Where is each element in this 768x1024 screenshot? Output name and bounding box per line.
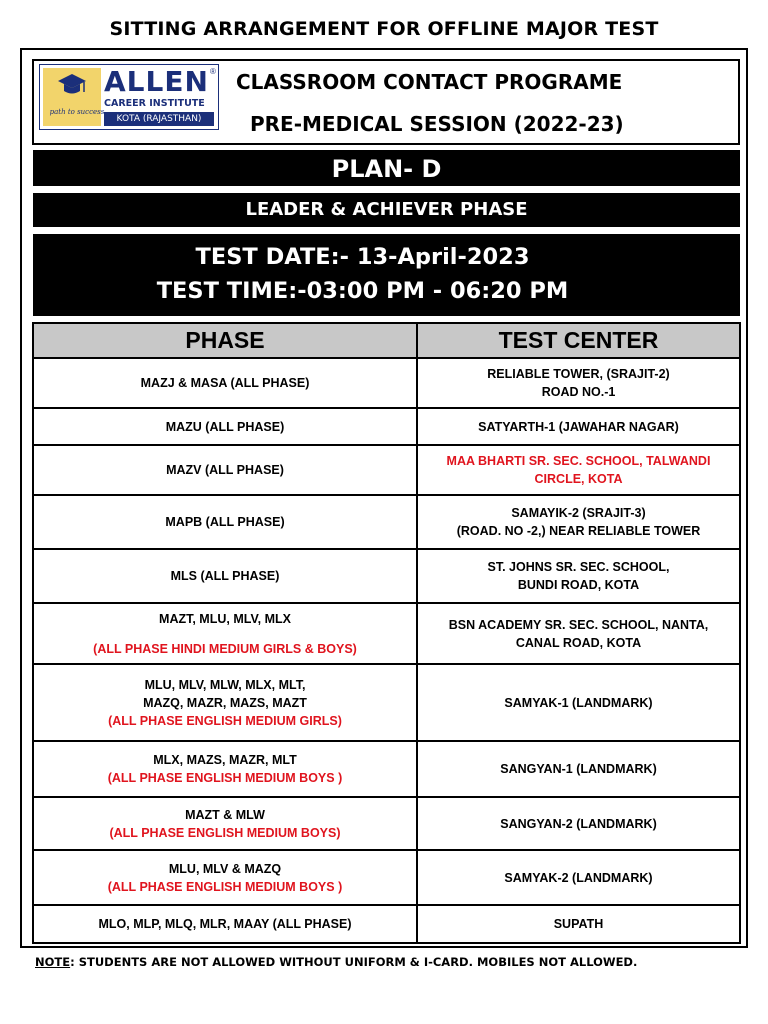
phase-note: (ALL PHASE ENGLISH MEDIUM GIRLS): [108, 713, 342, 728]
table-row: [33, 741, 740, 797]
center-line: ROAD NO.-1: [541, 385, 616, 399]
center-line: SAMYAK-1 (LANDMARK): [504, 695, 653, 710]
phase-line: MAZJ & MASA (ALL PHASE): [140, 376, 310, 390]
allen-logo: [39, 64, 219, 130]
footer-note: [35, 955, 637, 969]
center-line: ST. JOHNS SR. SEC. SCHOOL,: [487, 560, 670, 574]
center-cell: [417, 797, 740, 850]
phase-cell: [33, 664, 417, 741]
page-title: SITTING ARRANGEMENT FOR OFFLINE MAJOR TEST: [109, 18, 659, 40]
center-cell: [417, 850, 740, 905]
seating-table: [32, 322, 741, 944]
test-time: TEST TIME:-03:00 PM - 06:20 PM: [156, 278, 569, 304]
table-row: [33, 797, 740, 850]
phase-line: MLU, MLV, MLW, MLX, MLT,: [144, 677, 306, 692]
center-cell: [417, 495, 740, 549]
table-row: [33, 850, 740, 905]
phase-note: (ALL PHASE HINDI MEDIUM GIRLS & BOYS): [93, 641, 357, 656]
registered-mark: ®: [210, 67, 216, 76]
program-title: CLASSROOM CONTACT PROGRAME: [236, 70, 623, 94]
center-cell: [417, 741, 740, 797]
table-row: [33, 905, 740, 943]
center-line: RELIABLE TOWER, (SRAJIT-2): [487, 367, 670, 381]
center-line: (ROAD. NO -2,) NEAR RELIABLE TOWER: [456, 524, 701, 538]
phase-cell: [33, 905, 417, 943]
center-line: BUNDI ROAD, KOTA: [517, 578, 640, 592]
session-title: PRE-MEDICAL SESSION (2022-23): [250, 112, 624, 136]
phase-line: MAZV (ALL PHASE): [166, 463, 284, 477]
phase-cell: [33, 741, 417, 797]
center-cell: [417, 408, 740, 445]
center-line: CIRCLE, KOTA: [534, 472, 623, 486]
table-row: [33, 408, 740, 445]
center-cell: [417, 358, 740, 408]
phase-note: (ALL PHASE ENGLISH MEDIUM BOYS): [109, 825, 341, 840]
test-banner: [33, 234, 740, 316]
phase-line: MAZQ, MAZR, MAZS, MAZT: [143, 695, 307, 710]
test-date: TEST DATE:- 13-April-2023: [195, 244, 530, 270]
table-row: [33, 664, 740, 741]
center-line: SAMAYIK-2 (SRAJIT-3): [511, 506, 646, 520]
center-cell: [417, 603, 740, 664]
center-line: CANAL ROAD, KOTA: [515, 635, 642, 650]
logo-tagline: path to success: [49, 108, 105, 116]
phase-line: MAPB (ALL PHASE): [165, 515, 285, 529]
phase-line: MAZT & MLW: [185, 807, 265, 822]
phase-note: (ALL PHASE ENGLISH MEDIUM BOYS ): [107, 879, 343, 894]
center-line: BSN ACADEMY SR. SEC. SCHOOL, NANTA,: [448, 617, 709, 632]
note-label: NOTE: [35, 955, 71, 969]
table-row: [33, 495, 740, 549]
phase-cell: [33, 445, 417, 495]
logo-name: ALLEN: [104, 65, 209, 98]
center-line: SANGYAN-2 (LANDMARK): [500, 816, 657, 831]
phase-cell: [33, 495, 417, 549]
phase-line: MLU, MLV & MAZQ: [168, 861, 282, 876]
phase-note: (ALL PHASE ENGLISH MEDIUM BOYS ): [107, 771, 343, 785]
logo-subtitle: CAREER INSTITUTE: [104, 98, 205, 109]
center-cell: [417, 445, 740, 495]
phase-line: MLS (ALL PHASE): [170, 569, 280, 583]
center-line: SANGYAN-1 (LANDMARK): [500, 762, 657, 776]
phase-line: MLX, MAZS, MAZR, MLT: [153, 753, 297, 767]
center-cell: [417, 905, 740, 943]
phase-line: MLO, MLP, MLQ, MLR, MAAY (ALL PHASE): [98, 917, 352, 931]
logo-emblem: [43, 68, 105, 126]
center-line: SUPATH: [553, 917, 604, 931]
center-line: MAA BHARTI SR. SEC. SCHOOL, TALWANDI: [446, 454, 711, 468]
logo-city: KOTA (RAJASTHAN): [104, 112, 214, 126]
table-header-row: [33, 323, 740, 358]
phase-cell: [33, 850, 417, 905]
phase-banner: LEADER & ACHIEVER PHASE: [33, 193, 740, 227]
phase-cell: [33, 408, 417, 445]
phase-cell: [33, 358, 417, 408]
phase-cell: [33, 797, 417, 850]
table-row: [33, 358, 740, 408]
graduation-cap-icon: [57, 72, 87, 98]
phase-cell: [33, 603, 417, 664]
center-cell: [417, 549, 740, 603]
table-row: [33, 603, 740, 664]
center-line: SAMYAK-2 (LANDMARK): [504, 870, 653, 885]
phase-cell: [33, 549, 417, 603]
plan-banner: PLAN- D: [33, 150, 740, 186]
center-line: SATYARTH-1 (JAWAHAR NAGAR): [478, 419, 679, 434]
table-row: [33, 549, 740, 603]
header-test-center: TEST CENTER: [417, 323, 740, 358]
note-text: : STUDENTS ARE NOT ALLOWED WITHOUT UNIFORM & I-CARD. MOBILES NOT ALLOWED.: [70, 955, 638, 969]
center-cell: [417, 664, 740, 741]
phase-line: MAZU (ALL PHASE): [165, 419, 285, 434]
header-phase: PHASE: [33, 323, 417, 358]
phase-line: MAZT, MLU, MLV, MLX: [159, 611, 291, 626]
table-row: [33, 445, 740, 495]
